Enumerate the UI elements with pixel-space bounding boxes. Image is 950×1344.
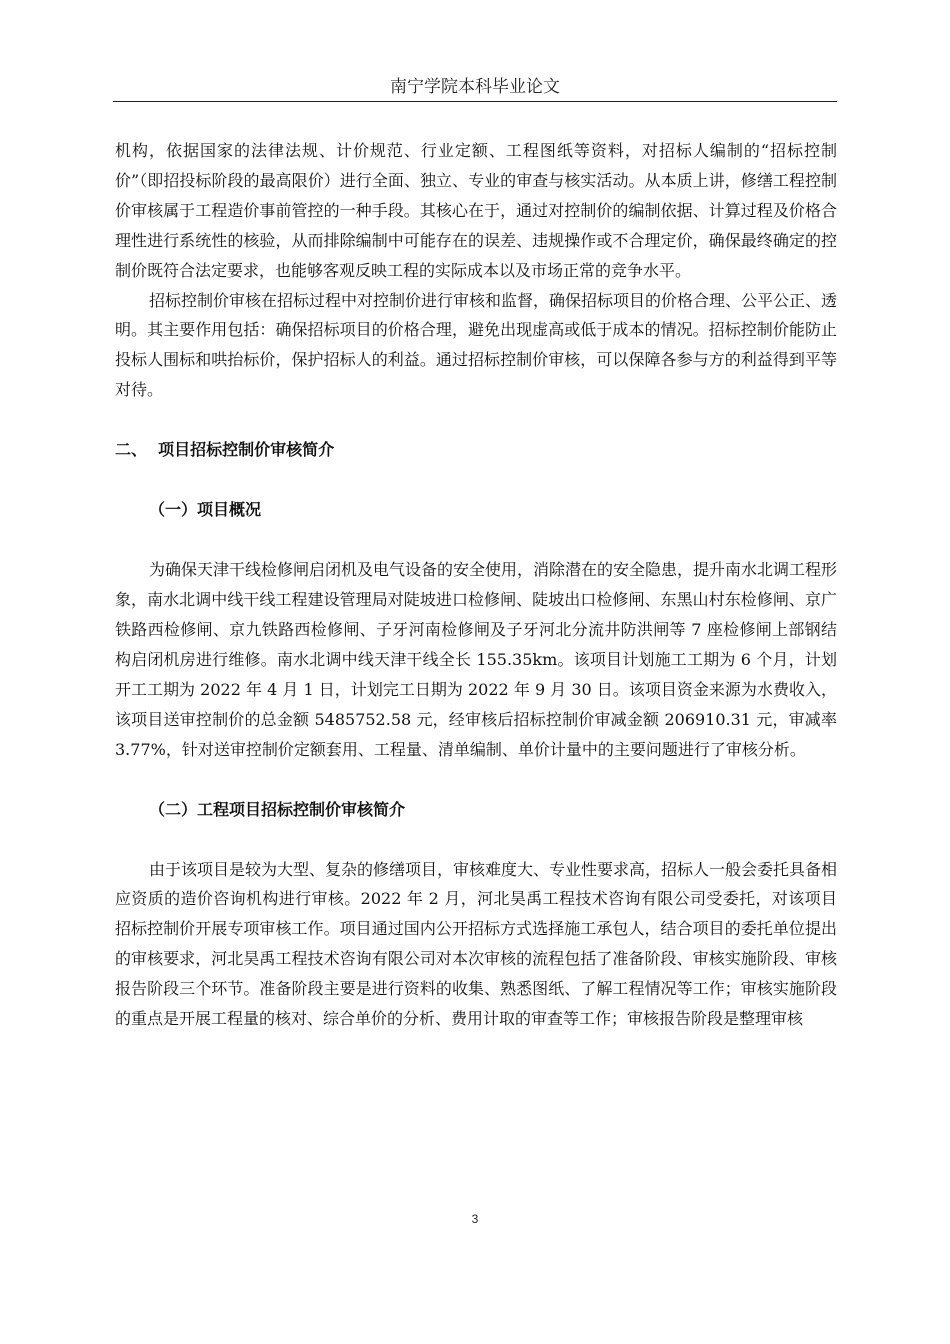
page-header (113, 74, 837, 102)
paragraph-review-process: 由于该项目是较为大型、复杂的修缮项目，审核难度大、专业性要求高，招标人一般会委托具备相应资质的造价咨询机构进行审核。2022 年 2 月，河北昊禹工程技术咨询有限公司受委托，对该项目招标控制价开展专项审核工作。项目通过国内公开招标方式选择施工承包人，结合项目的委托单位提出的审核要求，河北昊禹工程技术咨询有限公司对本次审核的流程包括了准备阶段、审核实施阶段、审核报告阶段三个环节。准备阶段主要是进行资料的收集、熟悉图纸、了解工程情况等工作；审核实施阶段的重点是开展工程量的核对、综合单价的分析、费用计取的审查等工作；审核报告阶段是整理审核 (115, 859, 838, 1029)
paragraph-review-purpose: 招标控制价审核在招标过程中对控制价进行审核和监督，确保招标项目的价格合理、公平公正、透明。其主要作用包括：确保招标项目的价格合理，避免出现虚高或低于成本的情况。招标控制价能防止投标人围标和哄抬标价，保护招标人的利益。通过招标控制价审核，可以保障各参与方的利益得到平等对待。 (115, 290, 838, 400)
subsection-heading-review-intro: （二）工程项目招标控制价审核简介 (149, 799, 406, 819)
spacer (115, 525, 837, 555)
spacer (115, 465, 837, 495)
page-number: 3 (471, 1212, 479, 1226)
section-heading-2: 二、 项目招标控制价审核简介 (115, 440, 335, 460)
page-content (115, 136, 837, 1034)
spacer (115, 405, 837, 435)
subsection-heading-overview: （一）项目概况 (149, 500, 262, 520)
spacer (115, 765, 837, 795)
paragraph-review-definition: 机构，依据国家的法律法规、计价规范、行业定额、工程图纸等资料，对招标人编制的“招标控制价”（即招投标阶段的最高限价）进行全面、独立、专业的审查与核实活动。从本质上讲，修缮工程控制价审核属于工程造价事前管控的一种手段。其核心在于，通过对控制价的编制依据、计算过程及价格合理性进行系统性的核验，从而排除编制中可能存在的误差、违规操作或不合理定价，确保最终确定的控制价既符合法定要求，也能够客观反映工程的实际成本以及市场正常的竞争水平。 (115, 141, 837, 280)
paragraph-project-overview: 为确保天津干线检修闸启闭机及电气设备的安全使用，消除潜在的安全隐患，提升南水北调工程形象，南水北调中线干线工程建设管理局对陡坡进口检修闸、陡坡出口检修闸、东黑山村东检修闸、京广铁路西检修闸、京九铁路西检修闸、子牙河南检修闸及子牙河北分流井防洪闸等 7 座检修闸上部钢结构启闭机房进行维修。南水北调中线天津干线全长 155.35km。该项目计划施工工期为 6 个月，计划开工工期为 2022 年 4 月 1 日，计划完工日期为 2022 年 9 月 30 日。该项目资金来源为水费收入，该项目送审控制价的总金额 5485752.58 元，经审核后招标控制价审减金额 206910.31 元，审减率 3.77%，针对送审控制价定额套用、工程量、清单编制、单价计量中的主要问题进行了审核分析。 (115, 560, 838, 759)
spacer (115, 825, 837, 855)
header-title: 南宁学院本科毕业论文 (390, 77, 560, 97)
